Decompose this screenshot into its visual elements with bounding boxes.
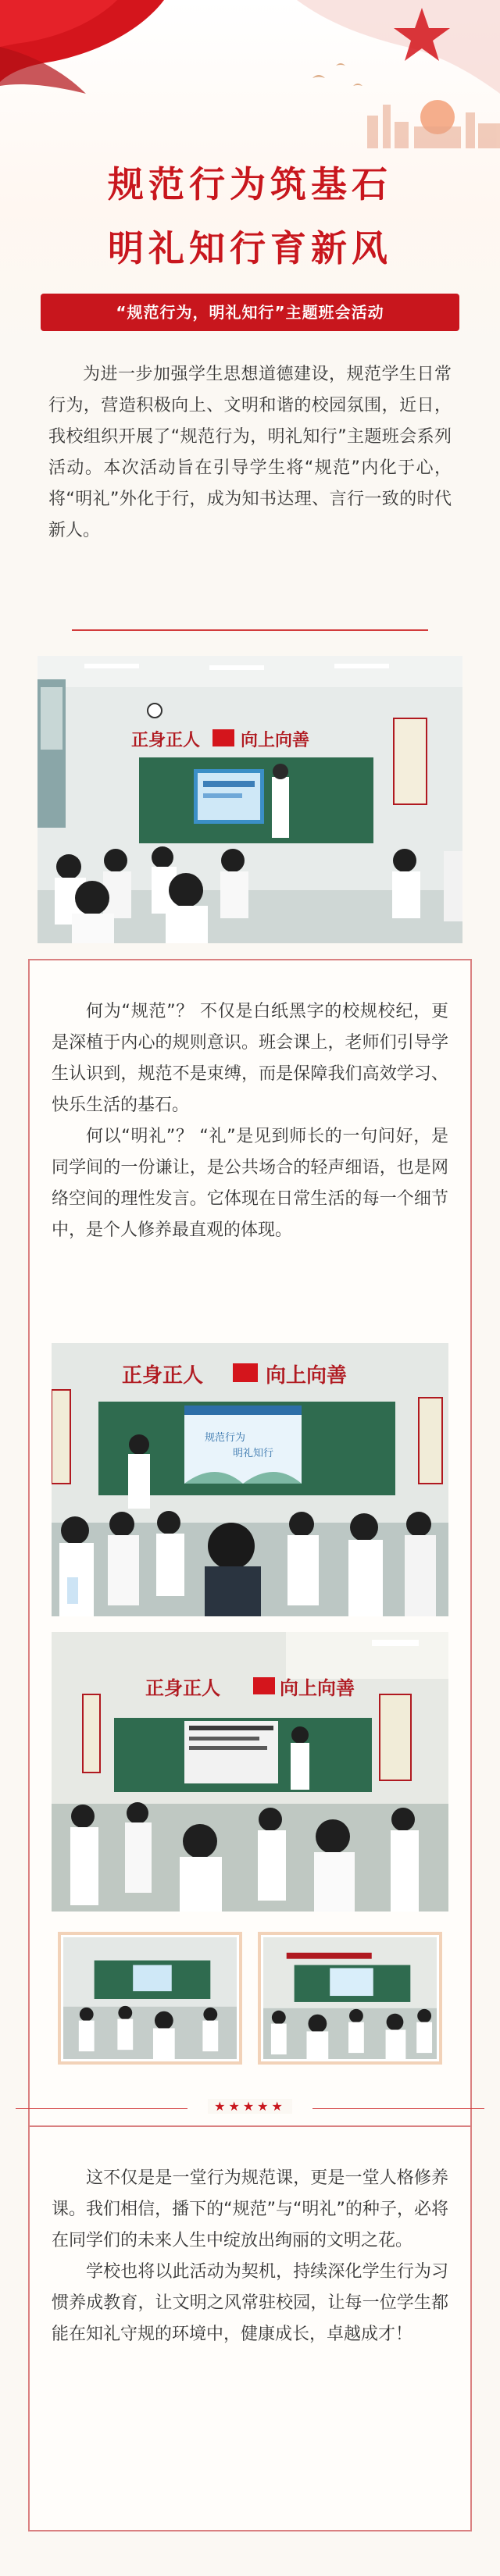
wall-slogan-left: 正身正人 — [145, 1677, 220, 1699]
projector-title: 规范行为 — [205, 1432, 246, 1444]
skyline-graphic — [0, 86, 500, 148]
section-3-paragraph-2: 学校也将以此活动为契机，持续深化学生行为习惯养成教育，让文明之风常驻校园，让每一位学生都能在知礼守规的环境中，健康成长，卓越成才！ — [52, 2262, 448, 2344]
section-2-paragraph-1: 何为“规范”？ 不仅是白纸黑字的校规校纪，更是深植于内心的规则意识。班会课上，老师们引导学生认识到，规范不是束缚，而是保障我们高效学习、快乐生活的基石。 — [52, 1002, 448, 1115]
section-3-paragraph-1: 这不仅是是一堂行为规范课，更是一堂人格修养课。我们相信，播下的“规范”与“明礼”的种子，必将在同学们的未来人生中绽放出绚丽的文明之花。 — [52, 2168, 448, 2250]
classroom-photo-3 — [52, 1632, 448, 1912]
wall-slogan-left: 正身正人 — [122, 1364, 204, 1388]
star-separator — [0, 2099, 500, 2114]
section-2-text — [52, 996, 448, 1246]
page-title-line-1: 规范行为筑基石 — [108, 163, 392, 205]
section-divider — [72, 629, 428, 631]
classroom-photo-1 — [38, 656, 462, 943]
classroom-photo-2 — [52, 1343, 448, 1616]
wall-slogan-right: 向上向善 — [266, 1364, 348, 1388]
page-title-line-2: 明礼知行育新风 — [108, 227, 392, 269]
thumbnail-photo-2 — [258, 1932, 442, 2065]
projector-subtitle: 明礼知行 — [233, 1448, 274, 1459]
header-banner — [0, 0, 500, 344]
wall-slogan-right: 向上向善 — [280, 1677, 355, 1699]
subtitle-bar: “规范行为，明礼知行”主题班会活动 — [41, 294, 459, 331]
wall-slogan-right: 向上向善 — [241, 731, 310, 750]
wall-slogan-left: 正身正人 — [131, 731, 201, 750]
section-2-paragraph-2: 何以“明礼”？ “礼”是见到师长的一句问好，是同学间的一份谦让，是公共场合的轻声细语，也是网络空间的理性发言。它体现在日常生活的每一个细节中，是个人修养最直观的体现。 — [52, 1127, 448, 1240]
star-icons: ★★★★★ — [208, 2099, 292, 2114]
section-3-text — [52, 2163, 448, 2350]
intro-paragraph: 为进一步加强学生思想道德建设，规范学生日常行为，营造积极向上、文明和谐的校园氛围，近日，我校组织开展了“规范行为，明礼知行”主题班会系列活动。本次活动旨在引导学生将“规范”内化于心，将“明礼”外化于行，成为知书达理、言行一致的时代新人。 — [48, 365, 452, 540]
thumbnail-photo-1 — [58, 1932, 242, 2065]
